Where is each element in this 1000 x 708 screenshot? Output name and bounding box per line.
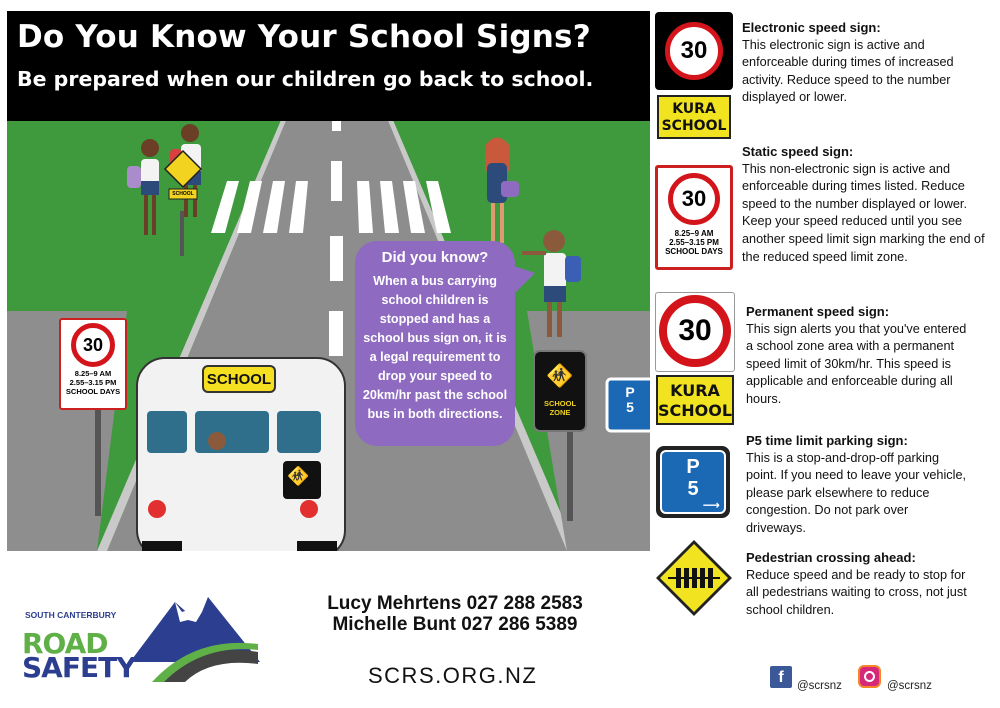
school-zone-children-icon: 🚸	[546, 363, 574, 388]
electronic-speed-circle	[665, 22, 723, 80]
roadside-times-2: 2.55–3.15 PM	[69, 378, 117, 387]
website-link[interactable]: SCRS.ORG.NZ	[368, 663, 538, 688]
pedestrian-crossing-sign-icon	[654, 538, 734, 618]
speed-circle-icon	[71, 323, 115, 367]
illustration-panel	[7, 11, 650, 551]
logo-road-word: ROAD	[22, 627, 108, 660]
electronic-sign-heading: Electronic speed sign:	[742, 20, 881, 35]
school-zone-line2: ZONE	[549, 408, 571, 417]
permanent-speed-value: 30	[678, 314, 712, 347]
p5-sign-info	[746, 432, 971, 538]
poster-title: Do You Know Your School Signs?	[17, 19, 591, 55]
contact-lucy: Lucy Mehrtens 027 288 2583	[327, 593, 583, 614]
permanent-sign-body: This sign alerts you that you've entered a school zone area with a permanent speed limit of 30km/hr. This speed is applicable and enforceable during all hours.	[746, 321, 967, 406]
electronic-kura-line2: SCHOOL	[661, 118, 727, 134]
p5-parking-sign-icon	[656, 446, 730, 518]
roadside-school-days: SCHOOL DAYS	[65, 387, 121, 396]
permanent-speed-circle	[659, 295, 731, 367]
bubble-body: When a bus carrying school children is stopped and has a school bus sign on, it is a legal requirement to drop your speed to 20km/hr past the school bus in both directions.	[362, 274, 508, 421]
instagram-icon[interactable]	[858, 665, 881, 688]
contact-block	[300, 593, 610, 635]
static-speed-sign-icon	[655, 165, 733, 270]
roadside-static-speed-sign	[59, 318, 127, 410]
electronic-kura-line1: KURA	[672, 101, 716, 117]
static-school-days: SCHOOL DAYS	[665, 247, 723, 256]
scene-parking-sign	[623, 385, 637, 415]
electronic-kura-plate	[657, 95, 731, 139]
logo-south-canterbury: SOUTH CANTERBURY	[25, 610, 117, 620]
static-sign-body: This non-electronic sign is active and enforceable during times listed. Reduce speed to the number displayed or lower. Keep your speed reduced until you see another speed limit sign marking the end of the reduced speed limit zone.	[742, 161, 985, 264]
static-times-1: 8.25–9 AM	[674, 229, 714, 238]
permanent-kura-plate	[656, 375, 734, 425]
static-speed-circle	[668, 173, 720, 225]
electronic-sign-body: This electronic sign is active and enforceable during times of increased activity. Reduce speed to the number displayed or lower.	[742, 37, 954, 105]
p5-sign-5: 5	[687, 478, 699, 500]
crossing-sign-body: Reduce speed and be ready to stop for all pedestrians waiting to cross, not just school children.	[746, 567, 967, 617]
logo-safety-word: SAFETY	[22, 651, 136, 684]
permanent-sign-info	[746, 303, 976, 409]
header-banner	[7, 11, 650, 121]
bubble-tail	[505, 263, 535, 303]
instagram-handle[interactable]: @scrsnz	[887, 680, 932, 692]
permanent-sign-heading: Permanent speed sign:	[746, 304, 890, 319]
bus-school-label: SCHOOL	[202, 365, 276, 393]
scene-parking-p: P	[625, 384, 635, 400]
mountain-road-logo-icon	[130, 592, 260, 682]
permanent-speed-sign-icon	[655, 292, 735, 372]
school-zone-sign	[536, 363, 584, 417]
roadside-speed-value: 30	[82, 334, 104, 355]
static-times-2: 2.55–3.15 PM	[669, 238, 719, 247]
electronic-speed-value: 30	[680, 37, 708, 64]
crossing-sign-info	[746, 549, 976, 619]
bubble-title: Did you know?	[381, 249, 489, 266]
poster-subtitle: Be prepared when our children go back to school.	[17, 67, 594, 91]
roadside-times-1: 8.25–9 AM	[74, 369, 112, 378]
p5-sign-p: P	[686, 456, 700, 478]
contact-michelle: Michelle Bunt 027 286 5389	[332, 614, 578, 635]
p5-sign-body: This is a stop-and-drop-off parking point. If you need to leave your vehicle, please park elsewhere to reduce congestion. Do not park over driveways.	[746, 450, 967, 535]
static-speed-value: 30	[681, 186, 707, 211]
permanent-kura-line2: SCHOOL	[658, 401, 733, 420]
scene-parking-5: 5	[626, 399, 634, 415]
electronic-sign-info	[742, 19, 987, 107]
crossing-small-label: SCHOOL	[172, 191, 194, 197]
electronic-speed-sign-icon	[655, 12, 733, 90]
p5-sign-heading: P5 time limit parking sign:	[746, 433, 908, 448]
did-you-know-bubble	[355, 241, 515, 446]
facebook-icon[interactable]: f	[770, 666, 792, 688]
p5-sign-face	[660, 450, 726, 514]
school-children-icon: 🚸	[287, 466, 310, 486]
static-sign-heading: Static speed sign:	[742, 144, 854, 159]
static-sign-info	[742, 143, 987, 266]
arrow-right-icon: ⟶	[702, 498, 720, 512]
permanent-kura-line1: KURA	[670, 381, 720, 400]
school-zone-line1: SCHOOL	[543, 399, 577, 408]
facebook-handle[interactable]: @scrsnz	[797, 680, 842, 692]
crossing-sign-heading: Pedestrian crossing ahead:	[746, 550, 916, 565]
